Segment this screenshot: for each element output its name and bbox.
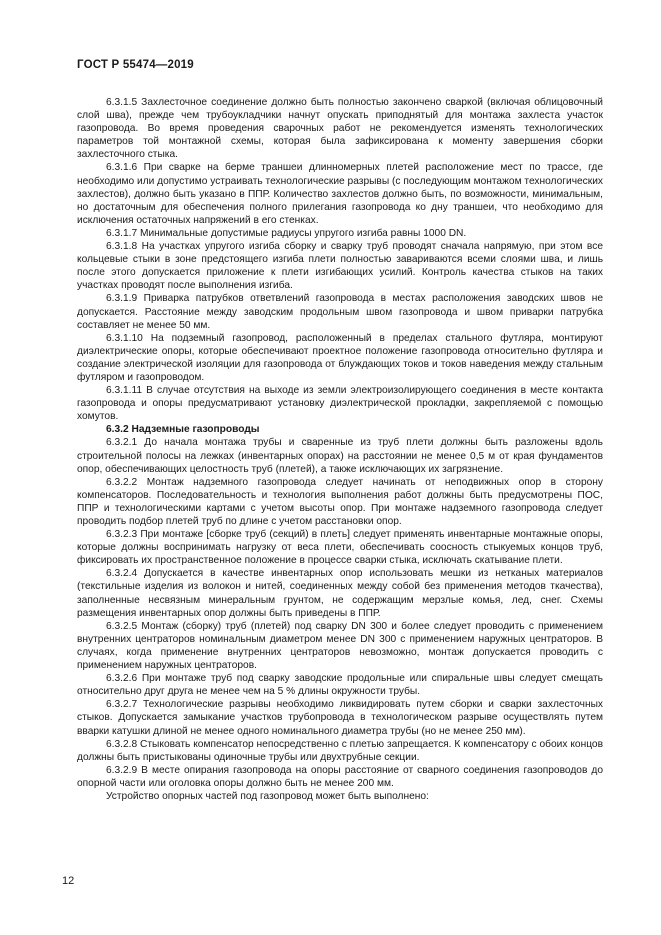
paragraph-6-3-2-7: 6.3.2.7 Технологические разрывы необходимо ликвидировать путем сборки и сварки захлесточных стыков. Допускается замыкание участков трубопровода в технологическом разрыве осуществлять путем вварки катушки длиной не менее одного номинального диаметра трубы (но не менее 250 мм). xyxy=(77,699,603,737)
standard-header: ГОСТ Р 55474—2019 xyxy=(77,59,194,71)
paragraph-6-3-1-6: 6.3.1.6 При сварке на берме траншеи длинномерных плетей расположение мест по трассе, где необходимо или допустимо устраивать технологические разрывы (с последующим монтажом технологических захлестов), должно быть указано в ППР. Количество захлестов должно быть, по возможности, минимальным, но достаточным для обеспечения полного прилегания газопровода ко дну траншеи, что необходимо для исключения остаточных напряжений в его стенках. xyxy=(77,162,603,226)
paragraph-supports-intro: Устройство опорных частей под газопровод может быть выполнено: xyxy=(106,790,429,802)
paragraph-6-3-2-8: 6.3.2.8 Стыковать компенсатор непосредственно с плетью запрещается. К компенсатору с обоих концов должны быть пристыкованы одиночные трубы или двухтрубные секции. xyxy=(77,738,603,763)
paragraph-6-3-1-9: 6.3.1.9 Приварка патрубков ответвлений газопровода в местах расположения заводских швов не допускается. Расстояние между заводским продольным швом газопровода и швом приварки патрубка составляет не менее 50 мм. xyxy=(77,293,603,331)
page-number: 12 xyxy=(62,875,75,887)
paragraph-6-3-2-2: 6.3.2.2 Монтаж надземного газопровода следует начинать от неподвижных опор в сторону компенсаторов. Последовательность и технология выполнения работ должны быть предусмотрены ПОС, ППР и технологическими картами с учетом высоты опор. При монтаже надземного газопровода следует проводить подбор плетей труб по длине с учетом расстановки опор. xyxy=(77,476,603,527)
paragraph-6-3-1-5: 6.3.1.5 Захлесточное соединение должно быть полностью закончено сваркой (включая облицовочный слой шва), прежде чем трубоукладчики начнут опускать приподнятый для монтажа захлеста участок газопровода. Во время проведения сварочных работ не рекомендуется изменять технологических параметров той монтажной схемы, которая была зафиксирована к моменту завершения сборки захлесточного стыка. xyxy=(77,97,603,161)
paragraph-6-3-2-9: 6.3.2.9 В месте опирания газопровода на опоры расстояние от сварного соединения газопроводов до опорной части или оголовка опоры должно быть не менее 200 мм. xyxy=(77,764,603,789)
paragraph-6-3-2-1: 6.3.2.1 До начала монтажа трубы и сваренные из труб плети должны быть разложены вдоль строительной полосы на лежках (инвентарных опорах) на расстоянии не менее 0,5 м от края фундаментов опор, обеспечивающих целостность труб (плетей), а также исключающих их загрязнение. xyxy=(77,437,603,475)
paragraph-6-3-2-6: 6.3.2.6 При монтаже труб под сварку заводские продольные или спиральные швы следует смещать относительно друг друга не менее чем на 5 % длины окружности трубы. xyxy=(77,673,603,698)
paragraph-6-3-1-10: 6.3.1.10 На подземный газопровод, расположенный в пределах стального футляра, монтируют диэлектрические опоры, которые обеспечивают проектное положение газопровода относительно футляра и создание электрической изоляции для газопровода от блуждающих токов и токов наведения между стальным футляром и газопроводом. xyxy=(77,332,603,383)
paragraph-6-3-1-7: 6.3.1.7 Минимальные допустимые радиусы упругого изгиба равны 1000 DN. xyxy=(106,227,467,239)
paragraph-6-3-2-4: 6.3.2.4 Допускается в качестве инвентарных опор использовать мешки из нетканых материалов (текстильные изделия из волокон и нитей, соединенных между собой без применения методов ткачества), заполненные несвязным минеральным грунтом, не содержащим мерзлые комья, лед, снег. Схемы размещения инвентарных опор должны быть приведены в ППР. xyxy=(77,568,603,619)
paragraph-6-3-2-3: 6.3.2.3 При монтаже [сборке труб (секций) в плеть] следует применять инвентарные монтажные опоры, которые должны воспринимать нагрузку от веса плети, обеспечивать соосность стыкуемых концов труб, фиксировать их пространственное положение в процессе сварки стыка, исключать скатывание плети. xyxy=(77,529,603,567)
document-body xyxy=(77,96,603,803)
paragraph-6-3-2-5: 6.3.2.5 Монтаж (сборку) труб (плетей) под сварку DN 300 и более следует проводить с применением внутренних центраторов номинальным диаметром менее DN 300 с применением наружных центраторов. В случаях, когда применение внутренних центраторов невозможно, монтаж допускается проводить с применением наружных центраторов. xyxy=(77,620,603,672)
paragraph-6-3-1-11: 6.3.1.11 В случае отсутствия на выходе из земли электроизолирующего соединения в месте контакта газопровода и опоры предусматривают установку диэлектрической прокладки, закрепляемой с помощью хомутов. xyxy=(77,385,603,423)
section-heading-6-3-2: 6.3.2 Надземные газопроводы xyxy=(106,424,260,436)
paragraph-6-3-1-8: 6.3.1.8 На участках упругого изгиба сборку и сварку труб проводят сначала напрямую, при этом все кольцевые стыки в зоне предстоящего изгиба плети полностью завариваются всеми слоями шва, и лишь после этого допускается приложение к плети изгибающих усилий. Контроль качества стыков на таких участках проводят после выполнения изгиба. xyxy=(77,241,603,292)
